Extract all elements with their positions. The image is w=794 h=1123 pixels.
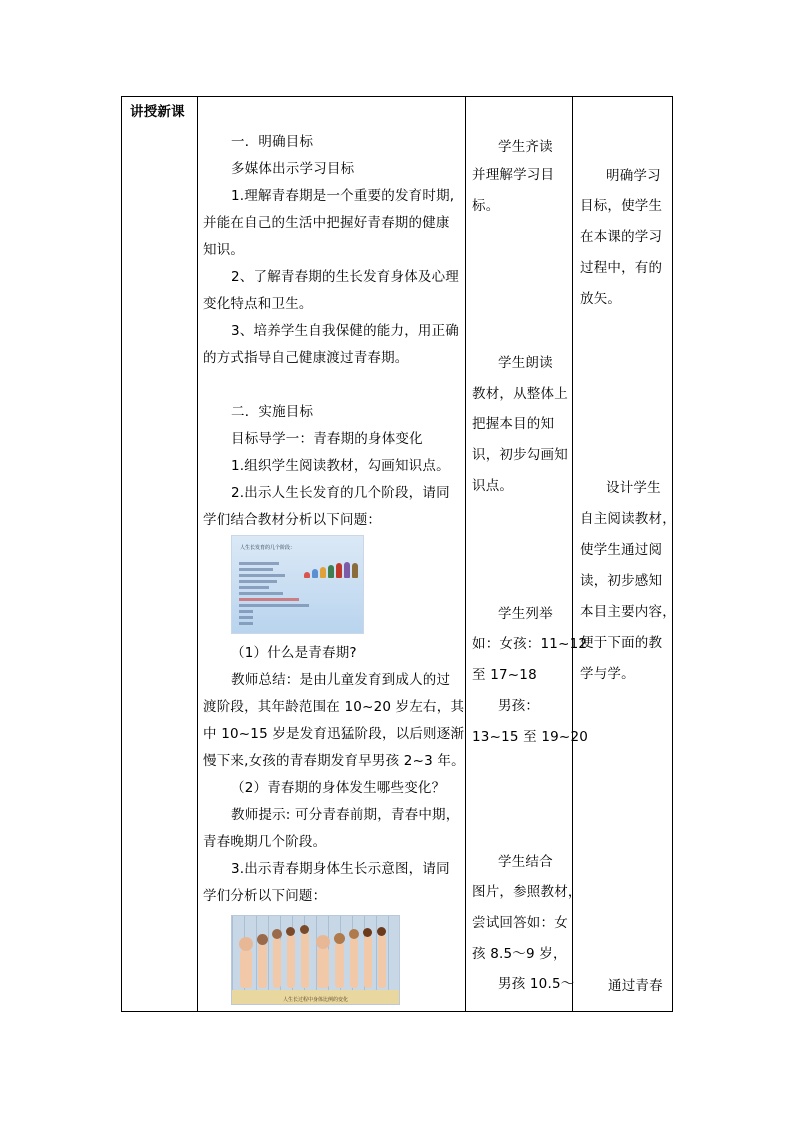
content-line: 3.出示青春期身体生长示意图，请同 xyxy=(231,861,450,877)
student-line: 把握本目的知 xyxy=(472,416,555,432)
student-line: 图片，参照教材， xyxy=(472,884,582,900)
content-line: 1.组织学生阅读教材，勾画知识点。 xyxy=(231,458,450,474)
content-line: 多媒体出示学习目标 xyxy=(231,161,355,177)
person-figure xyxy=(352,563,358,578)
intent-line: 使学生通过阅 xyxy=(580,542,663,558)
body-figure-head xyxy=(239,937,253,951)
content-line: 一．明确目标 xyxy=(231,134,314,150)
figure-text-line xyxy=(239,616,253,619)
content-line: 1.理解青春期是一个重要的发育时期, xyxy=(231,188,455,204)
intent-line: 学与学。 xyxy=(580,666,635,682)
intent-line: 在本课的学习 xyxy=(580,229,663,245)
body-figure xyxy=(317,948,329,988)
person-figure xyxy=(328,565,334,578)
figure-text-line xyxy=(239,586,269,589)
figure-text-line xyxy=(239,610,253,613)
intent-line: 目标，使学生 xyxy=(580,198,663,214)
table-bottom-border xyxy=(121,1011,673,1012)
student-line: 孩 8.5～9 岁， xyxy=(472,946,567,962)
student-line: 学生列举 xyxy=(498,606,553,622)
student-line: 并理解学习目 xyxy=(472,167,555,183)
body-figure xyxy=(350,938,358,988)
student-line: 至 17~18 xyxy=(472,667,537,683)
body-figure-head xyxy=(334,933,345,944)
content-line: 二．实施目标 xyxy=(231,404,314,420)
content-line: 2、了解青春期的生长发育身体及心理 xyxy=(231,269,459,285)
person-figure xyxy=(320,567,326,578)
content-line: （2）青春期的身体发生哪些变化？ xyxy=(231,780,446,796)
body-figure xyxy=(301,933,309,988)
figure-text-line xyxy=(239,574,285,577)
person-figure xyxy=(344,562,350,578)
body-figure-head xyxy=(349,929,359,939)
content-line: 教师总结：是由儿童发育到成人的过 xyxy=(231,672,451,688)
figure-caption: 人生长过程中身体比例的变化 xyxy=(282,997,348,1003)
table-left-border xyxy=(121,96,122,1012)
body-figure-head xyxy=(286,927,295,936)
content-line: 渡阶段，其年龄范围在 10~20 岁左右，其 xyxy=(203,699,465,715)
row-label: 讲授新课 xyxy=(130,104,185,120)
student-line: 男孩： xyxy=(498,698,540,714)
intent-line: 自主阅读教材， xyxy=(580,511,676,527)
body-figure xyxy=(258,944,267,988)
body-figure xyxy=(378,935,386,988)
body-figure xyxy=(287,935,295,988)
content-line: 学们分析以下问题： xyxy=(203,888,327,904)
student-line: 尝试回答如：女 xyxy=(472,915,568,931)
body-figure-head xyxy=(257,934,268,945)
student-line: 学生朗读 xyxy=(498,355,553,371)
content-line: 变化特点和卫生。 xyxy=(203,296,313,312)
content-line: 目标导学一：青春期的身体变化 xyxy=(231,431,423,447)
body-figure-head xyxy=(300,925,309,934)
body-figure-head xyxy=(272,929,282,939)
table-right-border xyxy=(672,96,673,1012)
content-line: 知识。 xyxy=(203,242,245,258)
content-line: 中 10~15 岁是发育迅猛阶段，以后则逐渐 xyxy=(203,726,465,742)
intent-line: 过程中，有的 xyxy=(580,260,663,276)
intent-line: 设计学生 xyxy=(606,480,661,496)
person-figure xyxy=(336,563,342,578)
student-line: 学生结合 xyxy=(498,854,553,870)
content-line: 2.出示人生长发育的几个阶段，请同 xyxy=(231,485,450,501)
body-figure-head xyxy=(363,928,372,937)
body-figure xyxy=(364,936,372,988)
student-line: 识，初步勾画知 xyxy=(472,447,568,463)
content-line: 学们结合教材分析以下问题： xyxy=(203,512,382,528)
content-line: 青春晚期几个阶段。 xyxy=(203,834,327,850)
body-figure-head xyxy=(377,927,386,936)
table-divider-1 xyxy=(197,96,198,1012)
student-line: 标。 xyxy=(472,198,500,214)
table-top-border xyxy=(121,96,673,97)
body-figure xyxy=(240,950,252,988)
body-figure-head xyxy=(316,935,330,949)
body-figure xyxy=(335,943,344,988)
person-figure xyxy=(304,572,310,578)
figure-text-line xyxy=(239,562,279,565)
content-line: 慢下来,女孩的青春期发育早男孩 2~3 年。 xyxy=(203,753,465,769)
content-line: 的方式指导自己健康渡过青春期。 xyxy=(203,350,409,366)
content-line: 3、培养学生自我保健的能力，用正确 xyxy=(231,323,459,339)
student-line: 教材，从整体上 xyxy=(472,386,568,402)
growth-stages-figure xyxy=(231,535,364,634)
student-line: 男孩 10.5～ xyxy=(498,976,575,992)
intent-line: 通过青春 xyxy=(608,978,663,994)
figure-text-line xyxy=(239,592,283,595)
intent-line: 明确学习 xyxy=(606,168,661,184)
table-divider-2 xyxy=(465,96,466,1012)
figure-text-line xyxy=(239,598,299,601)
figure-text-line xyxy=(239,568,273,571)
student-line: 13~15 至 19~20 xyxy=(472,729,589,745)
content-line: 并能在自己的生活中把握好青春期的健康 xyxy=(203,215,450,231)
content-line: 教师提示: 可分青春前期，青春中期， xyxy=(231,807,460,823)
figure-text-line xyxy=(239,580,277,583)
intent-line: 便于下面的教 xyxy=(580,635,663,651)
content-line: （1）什么是青春期? xyxy=(231,645,357,661)
body-proportion-figure xyxy=(231,915,400,1005)
body-figure xyxy=(273,938,281,988)
student-line: 如：女孩：11~12 xyxy=(472,636,588,652)
figure-text-line xyxy=(239,604,309,607)
intent-line: 读，初步感知 xyxy=(580,573,663,589)
student-line: 学生齐读 xyxy=(498,139,553,155)
figure-title: 人生长发育的几个阶段： xyxy=(240,545,296,551)
intent-line: 本目主要内容， xyxy=(580,604,676,620)
figure-text-line xyxy=(239,622,253,625)
table-divider-3 xyxy=(572,96,573,1012)
person-figure xyxy=(312,569,318,578)
intent-line: 放矢。 xyxy=(580,291,622,307)
student-line: 识点。 xyxy=(472,478,514,494)
